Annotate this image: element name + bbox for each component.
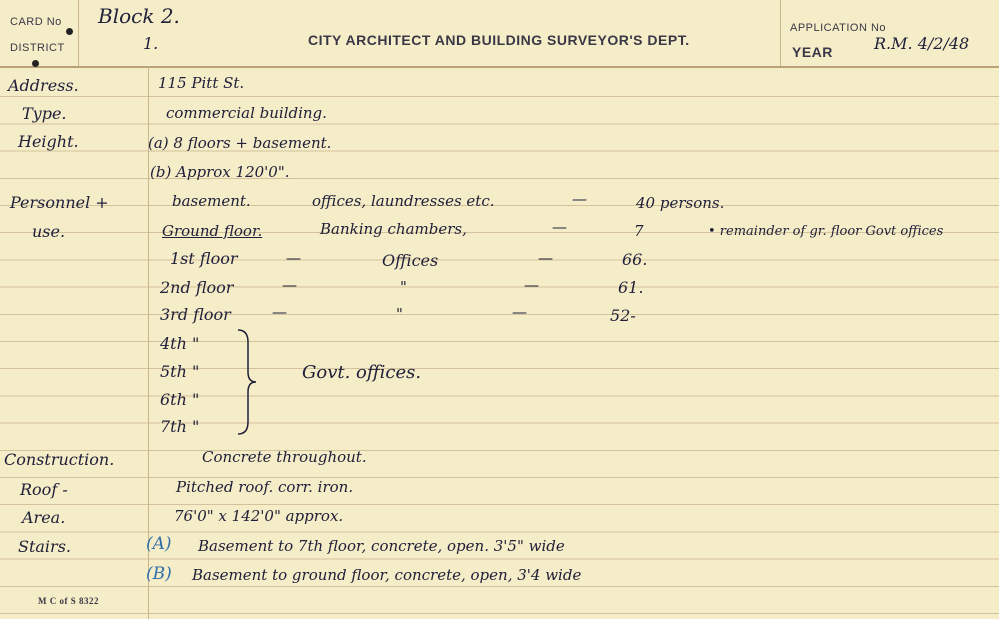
construction-label: Construction.	[4, 450, 115, 469]
height-b-value: (b) Approx 120'0".	[150, 163, 290, 181]
use-row-dash: —	[524, 276, 539, 294]
use-row-note: • remainder of gr. floor Govt offices	[708, 224, 944, 239]
upper-floors-use: Govt. offices.	[302, 362, 422, 383]
curly-brace-icon	[236, 328, 258, 436]
year-label: YEAR	[792, 44, 833, 60]
upper-floor-item: 7th "	[160, 417, 200, 436]
use-label: use.	[32, 222, 66, 241]
stairs-label: Stairs.	[18, 537, 71, 556]
height-a-value: (a) 8 floors + basement.	[148, 134, 332, 152]
form-code: M C of S 8322	[38, 596, 99, 606]
use-row-dash0: —	[286, 249, 301, 267]
stairs-a-value: Basement to 7th floor, concrete, open. 3'5" wide	[198, 537, 565, 555]
use-row-floor: 2nd floor	[160, 278, 234, 297]
punch-hole	[32, 60, 39, 67]
header-divider-2	[780, 0, 781, 66]
use-row-floor: 3rd floor	[160, 305, 231, 324]
use-row-count: 52-	[610, 306, 636, 325]
stairs-b-marker: (B)	[146, 564, 172, 584]
use-row-dash: —	[572, 190, 587, 208]
use-row-count: 61.	[618, 278, 644, 297]
use-row-use: Offices	[382, 251, 439, 270]
type-label: Type.	[22, 104, 67, 123]
use-row-dash0: —	[282, 276, 297, 294]
use-row-floor: 1st floor	[170, 249, 238, 268]
year-value: R.M. 4/2/48	[874, 34, 970, 53]
upper-floor-item: 5th "	[160, 362, 200, 381]
use-row-floor: Ground floor.	[162, 222, 263, 240]
card-no-label: CARD No	[10, 16, 62, 28]
area-value: 76'0" x 142'0" approx.	[174, 507, 344, 525]
use-row-count: 40 persons.	[636, 194, 725, 212]
department-title: CITY ARCHITECT AND BUILDING SURVEYOR'S DEPT.	[308, 32, 690, 48]
stairs-a-marker: (A)	[146, 534, 172, 554]
header-divider-1	[78, 0, 79, 66]
roof-label: Roof -	[20, 480, 68, 499]
use-row-count: 7	[634, 222, 644, 240]
use-row-use: Banking chambers,	[320, 220, 467, 238]
use-row-use: offices, laundresses etc.	[312, 192, 495, 210]
district-label: DISTRICT	[10, 42, 65, 54]
use-row-count: 66.	[622, 250, 648, 269]
district-value: 1.	[143, 34, 159, 53]
roof-value: Pitched roof. corr. iron.	[176, 478, 354, 496]
area-label: Area.	[22, 508, 66, 527]
address-value: 115 Pitt St.	[158, 74, 245, 92]
punch-hole	[66, 28, 73, 35]
use-row-floor: basement.	[172, 192, 251, 210]
personnel-label: Personnel +	[10, 193, 109, 212]
stairs-b-value: Basement to ground floor, concrete, open, 3'4 wide	[192, 566, 582, 584]
card-no-value: Block 2.	[98, 4, 180, 28]
address-label: Address.	[8, 76, 79, 95]
application-label: APPLICATION No	[790, 22, 887, 34]
use-row-dash0: —	[272, 303, 287, 321]
upper-floor-item: 4th "	[160, 334, 200, 353]
use-row-dash: —	[512, 303, 527, 321]
use-row-use: "	[396, 305, 403, 323]
height-label: Height.	[18, 132, 79, 151]
use-row-dash: —	[538, 249, 553, 267]
construction-value: Concrete throughout.	[202, 448, 367, 466]
use-row-dash: —	[552, 218, 567, 236]
use-row-use: "	[400, 278, 407, 296]
type-value: commercial building.	[166, 104, 327, 122]
upper-floor-item: 6th "	[160, 390, 200, 409]
